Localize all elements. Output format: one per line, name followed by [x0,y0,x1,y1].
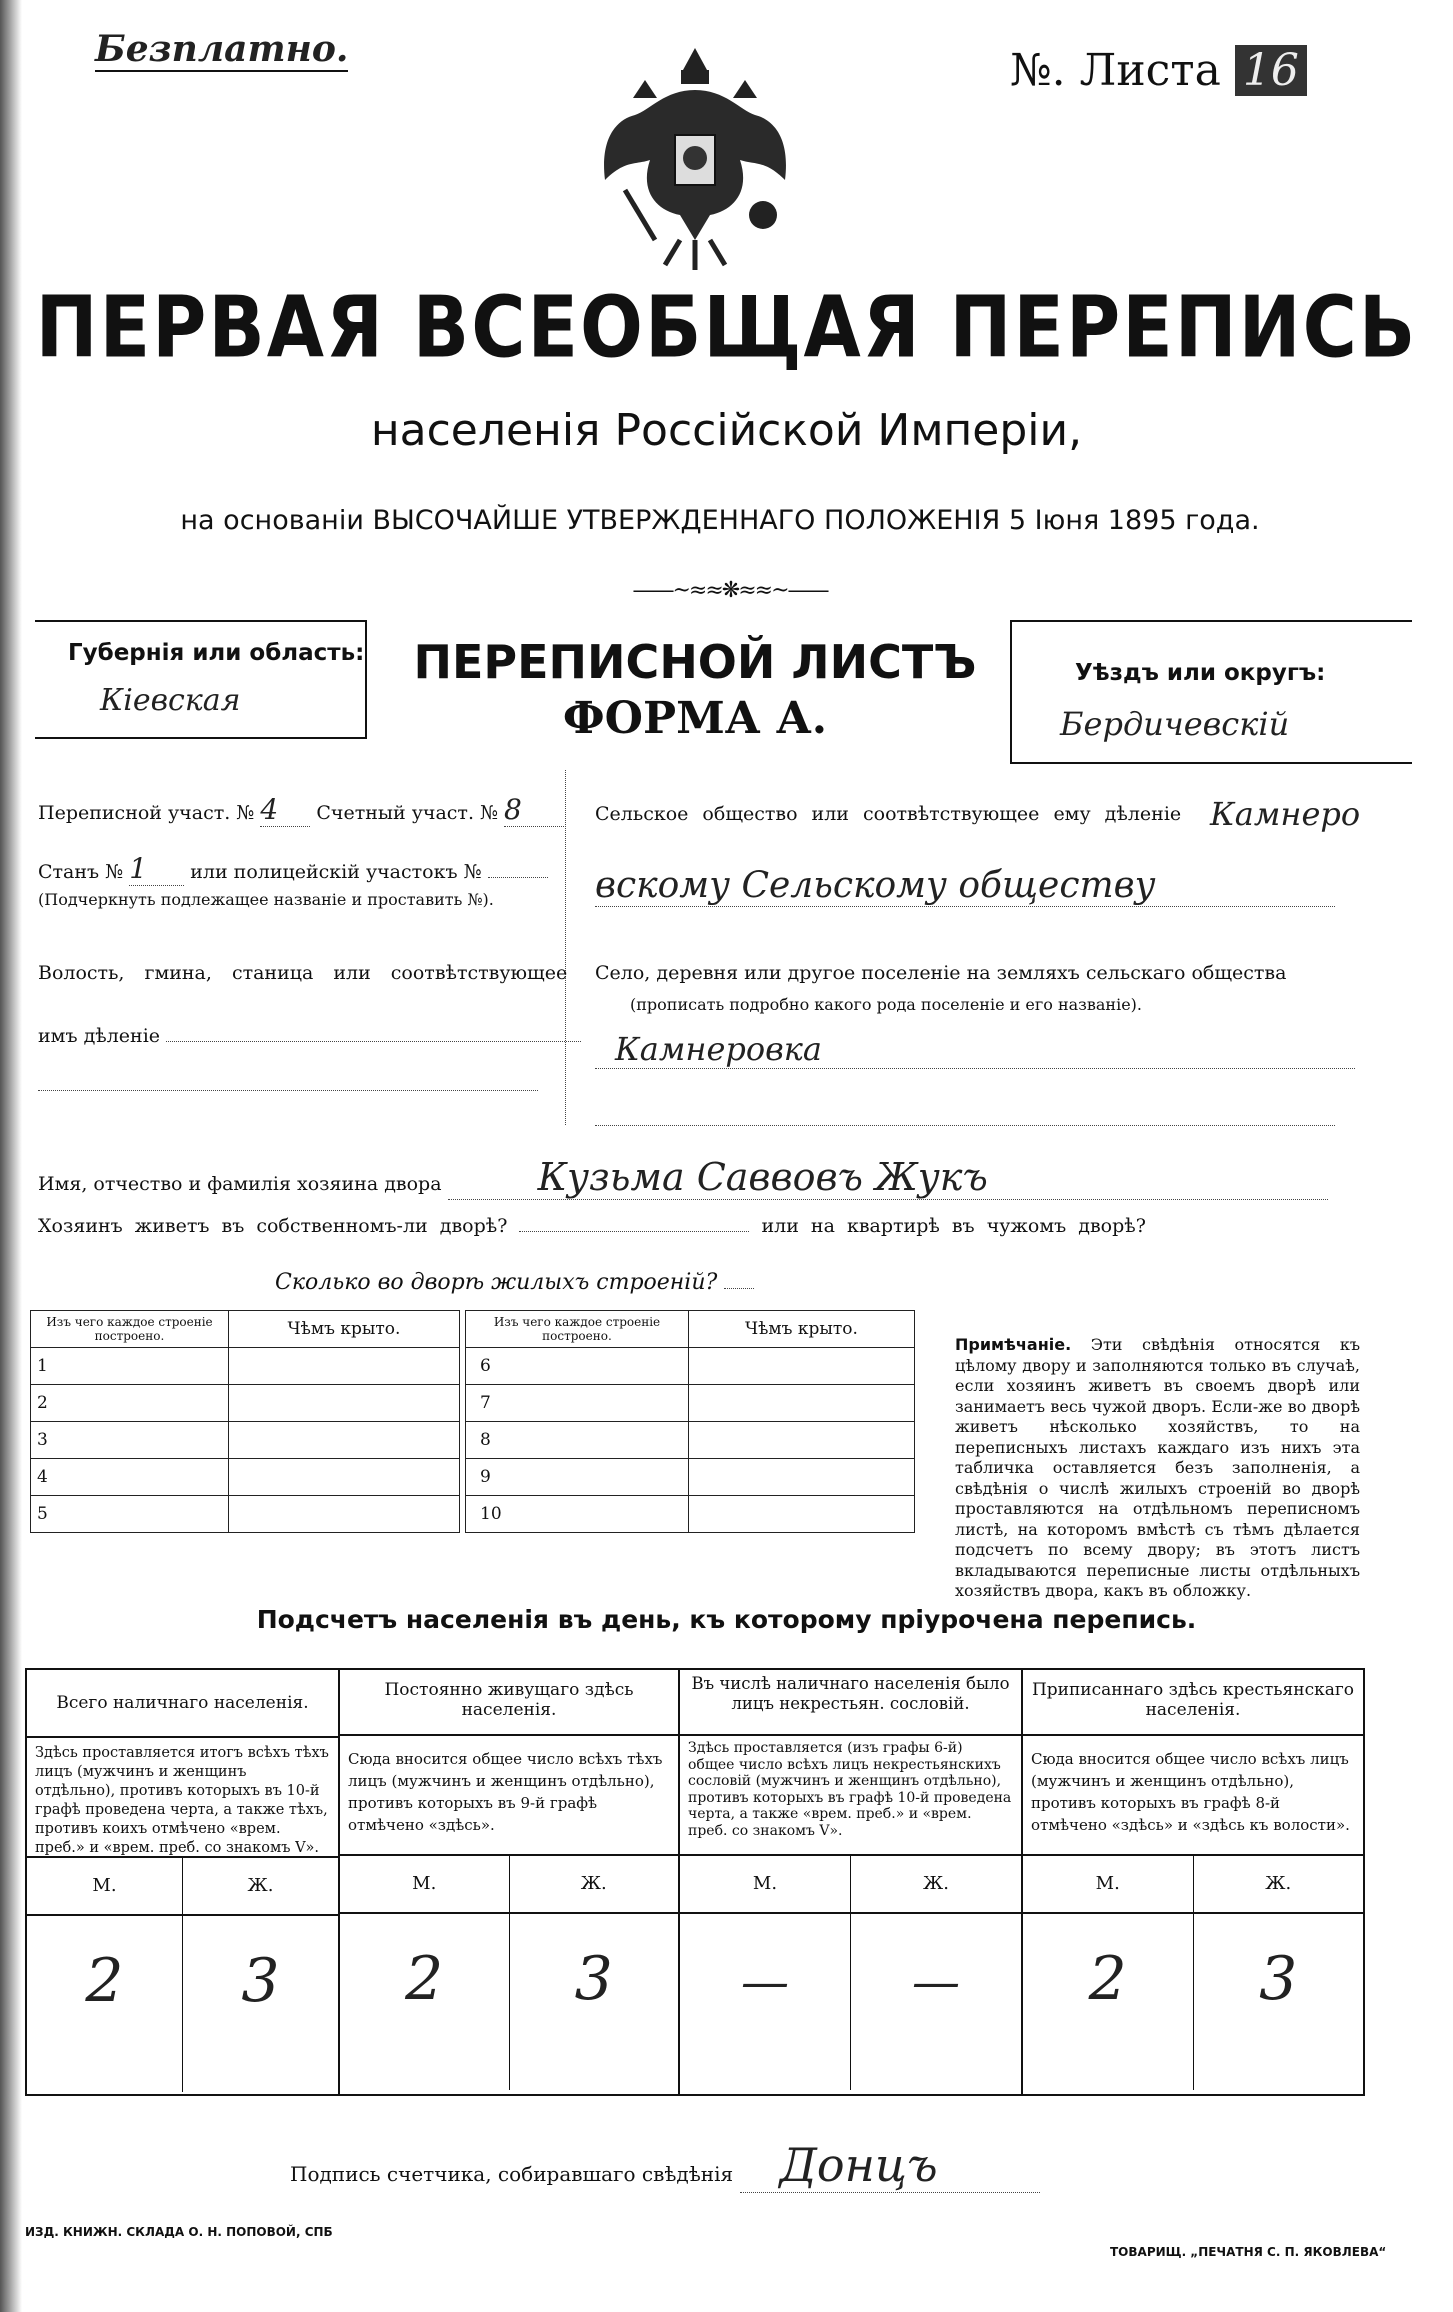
owner-name-row [38,1155,1328,1200]
stan-label: Станъ № [38,861,124,883]
buildings-material-header: Изъ чего каждое строеніе построено. [466,1311,689,1348]
district-value: Бердичевскій [1060,705,1290,743]
count-section-value: 8 [504,793,564,827]
society-label: Сельское общество или соотвѣтствующее ему дѣленіе [595,803,1182,825]
count-col-1 [27,1670,340,2094]
count-col-2-head: Постоянно живущаго здѣсь населенія. [340,1670,678,1736]
roof-cell [689,1459,915,1496]
count-section-label: Счетный участ. № [316,802,498,824]
count-col-2-desc: Сюда вносится общее число всѣхъ тѣхъ лицъ (мужчинъ и женщинъ отдѣльно), противъ которыхъ въ 9-й графѣ отмѣчено «здѣсь». [340,1736,678,1856]
buildings-label: Сколько во дворѣ жилыхъ строеній? [275,1270,718,1295]
roof-cell [229,1422,460,1459]
page-subtitle: населенія Россійской Имперіи, [370,405,1083,456]
count-col-3-desc: Здѣсь проставляется (изъ графы 6-й) общее число всѣхъ лицъ некрестьянскихъ сословій (мужчинъ и женщинъ отдѣльно), противъ которыхъ въ графѣ 10-й проведена черта, а также «врем. преб.» и «врем. преб. со знакомъ V». [680,1736,1021,1856]
count-col-4-m-value: 2 [1023,1914,1194,2090]
volost-value-line2 [38,1090,538,1091]
province-label: Губернія или область: [68,640,365,666]
buildings-value [724,1288,754,1289]
roof-cell [689,1496,915,1533]
table-row [31,1385,460,1422]
buildings-table-left [30,1310,460,1533]
owner-name-label: Имя, отчество и фамилія хозяина двора [38,1173,442,1195]
police-label: или полицейскій участокъ № [190,861,482,883]
count-col-3-f-value: — [912,1954,960,2010]
count-col-1-m-value: 2 [27,1916,183,2092]
count-col-2 [340,1670,680,2094]
count-col-3 [680,1670,1023,2094]
village-note: (прописать подробно какого рода поселеніе и его названіе). [630,995,1142,1014]
buildings-material-header: Изъ чего каждое строеніе построено. [31,1311,229,1348]
count-col-3-f-label: Ж. [923,1873,949,1894]
row-number: 6 [466,1348,689,1385]
count-col-2-f-value: 3 [574,1944,613,2014]
row-number: 1 [31,1348,229,1385]
stan-value: 1 [129,852,184,886]
count-table [25,1668,1365,2096]
sheet-number [1010,45,1307,96]
count-col-3-m-label: М. [680,1856,851,1912]
sheet-number-value: 16 [1235,45,1307,96]
count-col-4-f-value: 3 [1259,1944,1298,2014]
double-headed-eagle-icon [595,40,795,275]
buildings-row [275,1270,754,1295]
underline-note: (Подчеркнуть подлежащее названіе и проставить №). [38,890,494,909]
buildings-roof-header: Чѣмъ крыто. [689,1311,915,1348]
owner-lives-label: Хозяинъ живетъ въ собственномъ-ли дворѣ? [38,1215,508,1237]
roof-cell [229,1459,460,1496]
row-number: 7 [466,1385,689,1422]
count-col-1-f-value: 3 [241,1946,280,2016]
table-row [31,1459,460,1496]
table-row [466,1422,915,1459]
society-value-1: Камнеро [1210,795,1361,833]
row-number: 3 [31,1422,229,1459]
left-section-divider [565,770,566,1125]
province-box [35,620,367,739]
ornament-divider: ——~≈≈❋≈≈~—— [632,578,828,603]
roof-cell [689,1348,915,1385]
table-row [466,1496,915,1533]
count-title: Подсчетъ населенія въ день, къ которому пріурочена перепись. [256,1605,1197,1634]
table-row [31,1422,460,1459]
volost-value [166,1041,581,1042]
village-value-line2 [595,1125,1335,1126]
basis-line: на основаніи ВЫСОЧАЙШЕ УТВЕРЖДЕННАГО ПОЛОЖЕНІЯ 5 Іюня 1895 года. [180,505,1260,536]
volost-label-2: имъ дѣленіе [38,1025,161,1047]
table-row [466,1348,915,1385]
note-block [955,1335,1360,1602]
left-imprint: ИЗД. КНИЖН. СКЛАДА О. Н. ПОПОВОЙ, СПБ [25,2225,333,2239]
census-section-label: Переписной участ. № [38,802,255,824]
table-row [466,1459,915,1496]
note-label: Примѣчаніе. [955,1335,1072,1354]
village-value: Камнеровка [595,1030,1355,1069]
count-col-1-m-label: М. [27,1858,183,1914]
village-label: Село, деревня или другое поселеніе на земляхъ сельскаго общества [595,962,1287,984]
count-col-3-head: Въ числѣ наличнаго населенія было лицъ некрестьян. сословій. [680,1670,1021,1736]
table-row [31,1348,460,1385]
count-col-2-f-label: Ж. [580,1873,607,1894]
count-col-3-m-value: — [680,1914,851,2090]
census-section-row [38,793,564,827]
owner-apartment-label: или на квартирѣ въ чужомъ дворѣ? [761,1215,1146,1237]
roof-cell [229,1385,460,1422]
count-col-2-m-value: 2 [340,1914,510,2090]
census-section-value: 4 [260,793,310,827]
count-col-1-f-label: Ж. [247,1875,274,1896]
buildings-table-right [465,1310,915,1533]
row-number: 5 [31,1496,229,1533]
count-col-4-head: Приписаннаго здѣсь крестьянскаго населенія. [1023,1670,1363,1736]
count-col-4-m-label: М. [1023,1856,1194,1912]
signature-row [290,2138,1040,2193]
owner-lives-row [38,1215,1146,1237]
row-number: 4 [31,1459,229,1496]
volost-row [38,1025,581,1047]
row-number: 2 [31,1385,229,1422]
free-label: Безплатно. [95,28,349,70]
count-col-4-f-label: Ж. [1265,1873,1292,1894]
table-row [31,1496,460,1533]
province-value: Кіевская [100,683,241,718]
district-label: Уѣздъ или округъ: [1075,660,1326,686]
roof-cell [689,1385,915,1422]
count-col-2-m-label: М. [340,1856,510,1912]
roof-cell [229,1496,460,1533]
count-col-1-desc: Здѣсь проставляется итогъ всѣхъ тѣхъ лицъ (мужчинъ и женщинъ отдѣльно), противъ которыхъ въ 10-й графѣ проведена черта, а также тѣхъ, противъ коихъ отмѣчено «врем. преб.» и «врем. преб. со знакомъ V». [27,1738,338,1858]
signature-value: Донцъ [740,2138,1040,2193]
count-col-4 [1023,1670,1363,2094]
row-number: 10 [466,1496,689,1533]
right-imprint: ТОВАРИЩ. „ПЕЧАТНЯ С. П. ЯКОВЛЕВА“ [1110,2245,1387,2259]
sheet-number-label: №. Листа [1010,45,1221,96]
count-col-4-desc: Сюда вносится общее число всѣхъ лицъ (мужчинъ и женщинъ отдѣльно), противъ которыхъ въ графѣ 8-й отмѣчено «здѣсь» и «здѣсь къ волости». [1023,1736,1363,1856]
form-title: ПЕРЕПИСНОЙ ЛИСТЪ [413,635,977,689]
signature-label: Подпись счетчика, собиравшаго свѣдѣнія [290,2162,734,2186]
police-value [488,877,548,878]
note-text: Эти свѣдѣнія относятся къ цѣлому двору и заполняются только въ случаѣ, если хозяинъ живетъ въ своемъ дворѣ или занимаетъ весь чужой дворъ. Если-же во дворѣ живетъ нѣсколько хозяйствъ, то на переписныхъ листахъ каждаго изъ нихъ эта табличка оставляется безъ заполненія, а свѣдѣнія о числѣ жилыхъ строеній во дворѣ проставляются на отдѣльномъ переписномъ листѣ, на которомъ вмѣстѣ съ тѣмъ дѣлается подсчетъ по всему двору; въ этотъ листъ вкладываются переписные листы отдѣльныхъ хозяйствъ двора, какъ въ обложку. [955,1335,1360,1600]
owner-name-value: Кузьма Саввовъ Жукъ [448,1155,1328,1200]
society-value-2: вскому Сельскому обществу [595,865,1335,907]
stan-row [38,852,548,886]
table-row [466,1385,915,1422]
owner-lives-value [519,1231,749,1232]
roof-cell [229,1348,460,1385]
roof-cell [689,1422,915,1459]
row-number: 9 [466,1459,689,1496]
form-name: ФОРМА А. [562,693,828,744]
volost-label: Волость, гмина, станица или соотвѣтствующее [38,962,568,984]
buildings-roof-header: Чѣмъ крыто. [229,1311,460,1348]
row-number: 8 [466,1422,689,1459]
page-title: ПЕРВАЯ ВСЕОБЩАЯ ПЕРЕПИСЬ [35,278,1418,378]
count-col-1-head: Всего наличнаго населенія. [27,1670,338,1738]
